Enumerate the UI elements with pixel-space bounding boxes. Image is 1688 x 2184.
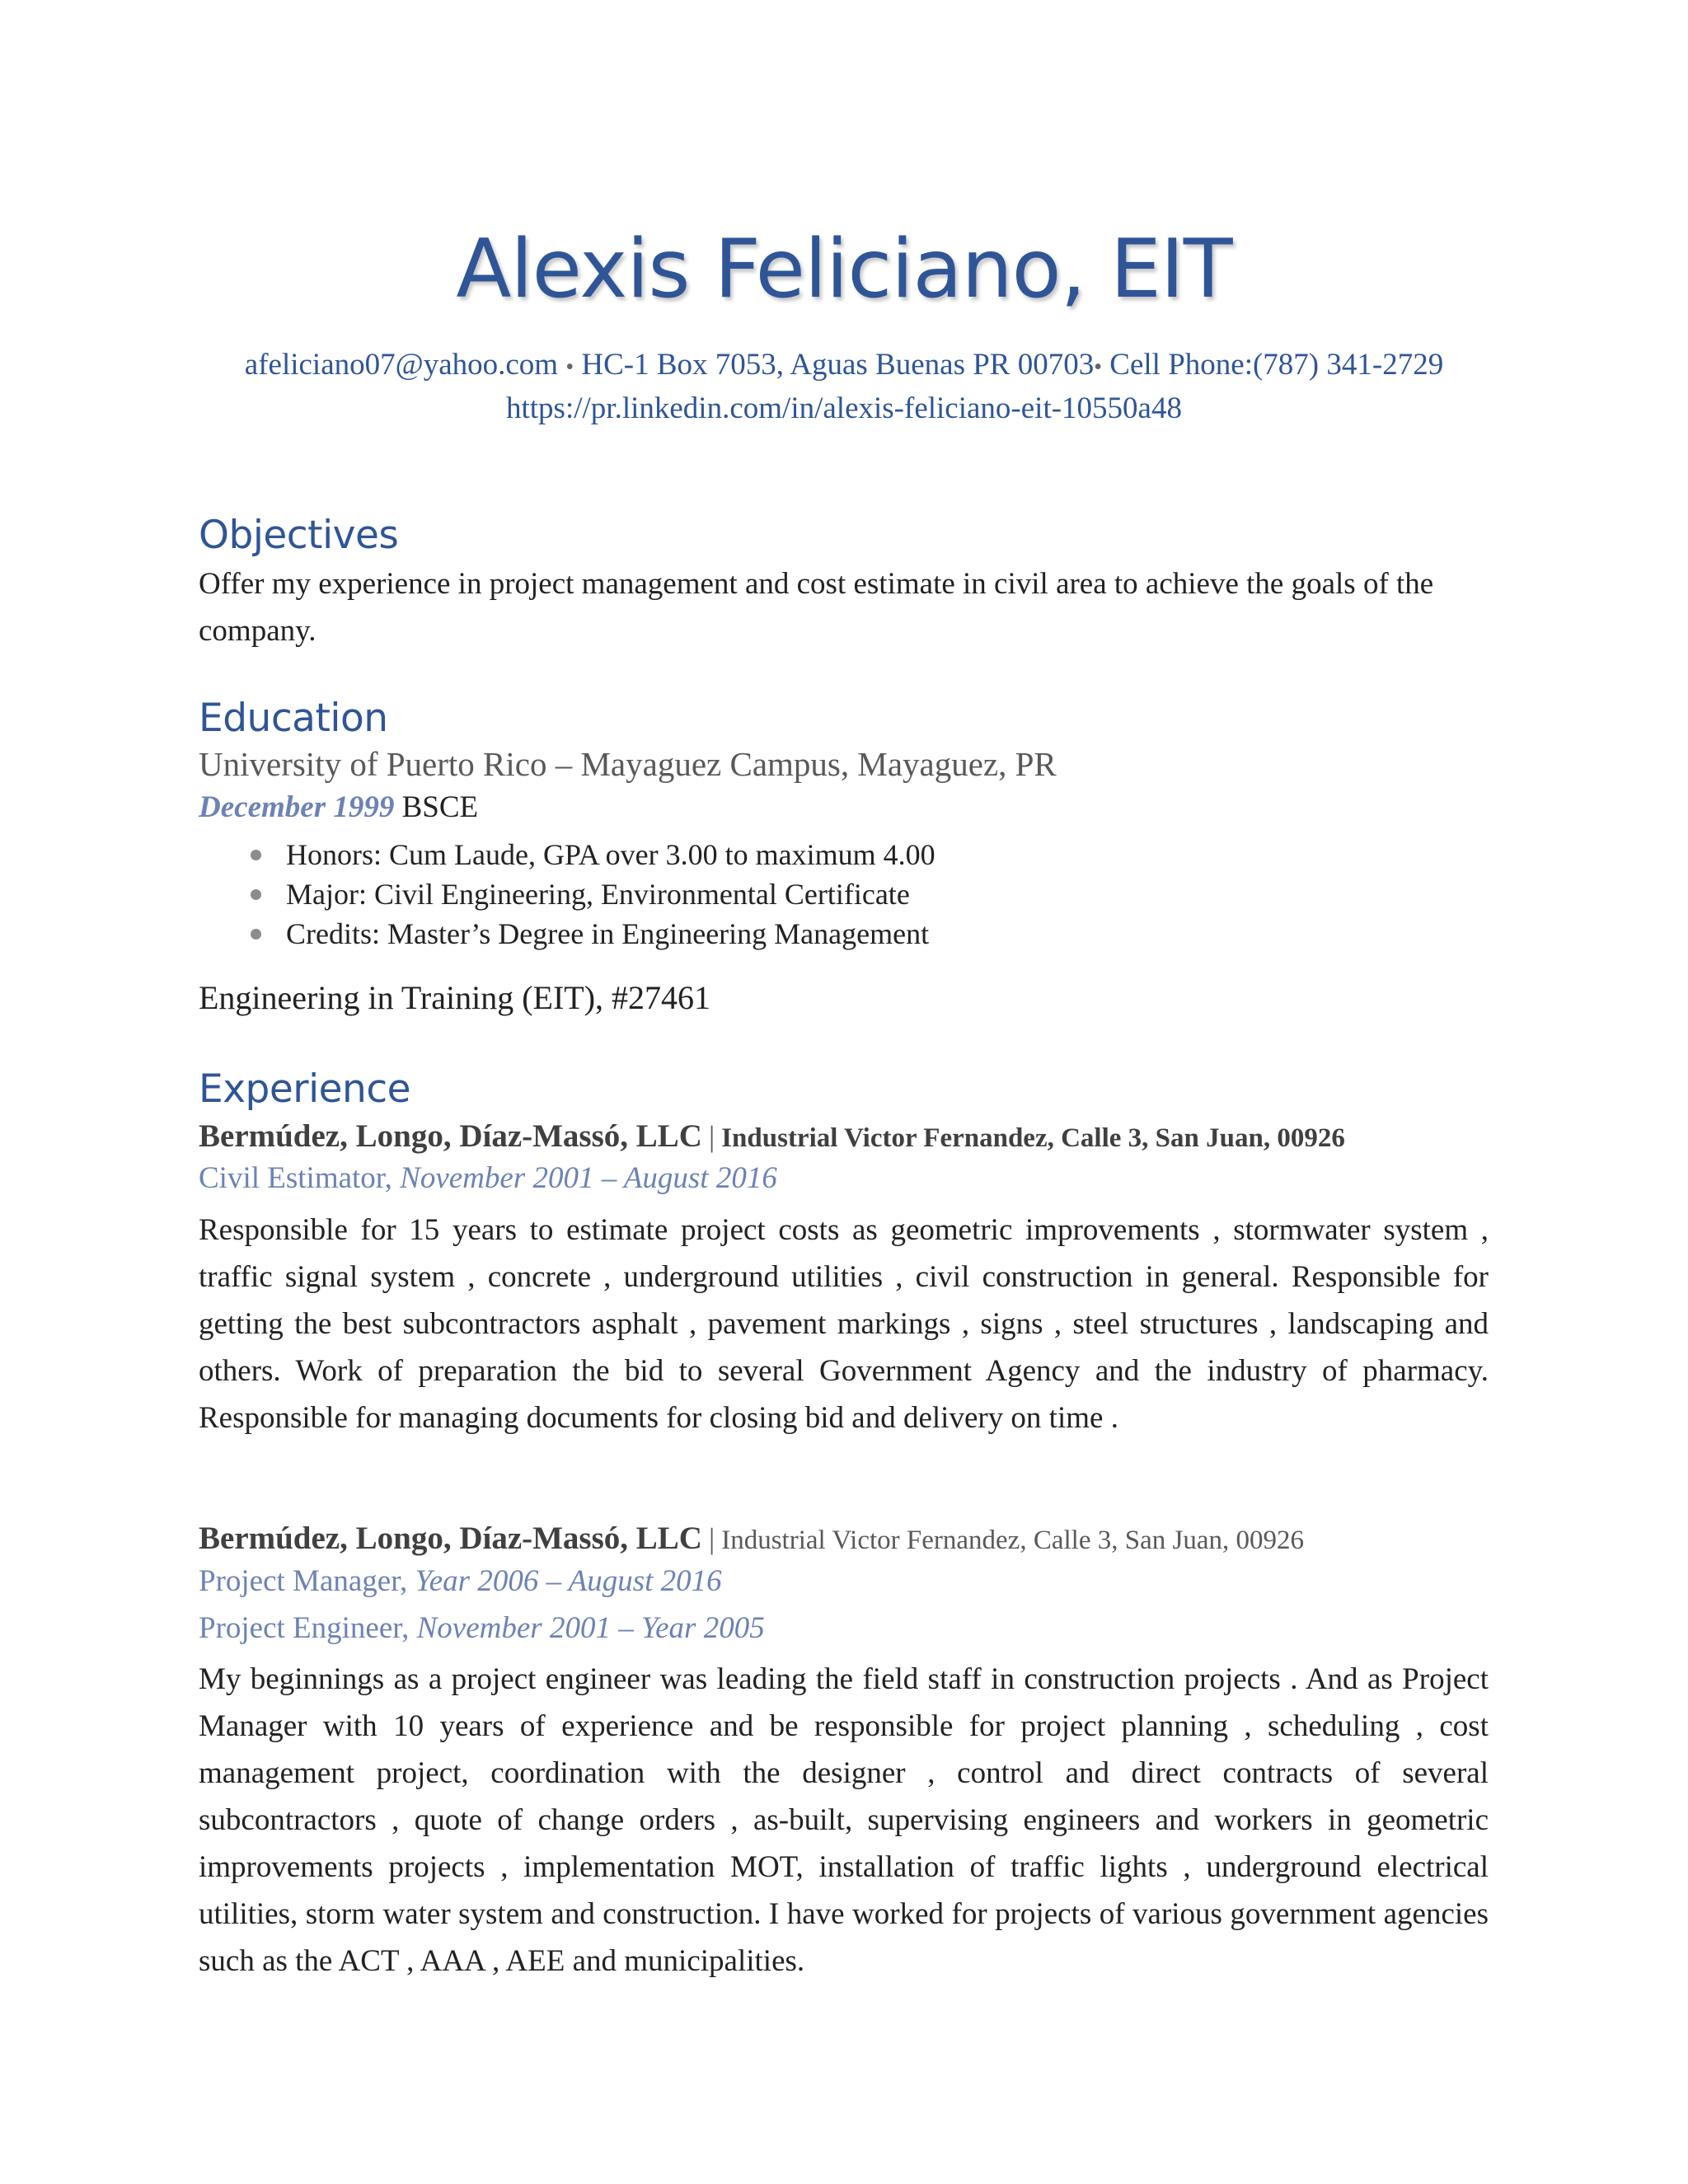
email-link[interactable]: afeliciano07@yahoo.com [244, 348, 559, 382]
eit-license: Engineering in Training (EIT), #27461 [199, 979, 711, 1016]
role-title: Project Manager, [199, 1564, 408, 1598]
experience-heading: Experience [199, 1066, 411, 1112]
company-name: Bermúdez, Longo, Díaz-Massó, LLC [199, 1521, 702, 1556]
bullet-separator: • [1094, 354, 1103, 380]
phone-number: Cell Phone:(787) 341-2729 [1109, 348, 1444, 382]
objectives-heading: Objectives [199, 513, 399, 558]
list-item: Honors: Cum Laude, GPA over 3.00 to maximum 4.00 [247, 835, 935, 874]
role-title: Civil Estimator, [199, 1161, 392, 1195]
job-header [199, 1520, 1304, 1557]
bullet-separator: • [565, 354, 574, 380]
contact-line [0, 344, 1688, 388]
education-heading: Education [199, 696, 388, 741]
objectives-text: Offer my experience in project management and cost estimate in civil area to achieve the goals of the company. [199, 567, 1434, 648]
job-description: My beginnings as a project engineer was leading the field staff in construction projects . And as Project Manager with 10 years of experience and be responsible for project planning , scheduling , cost management project, coordination with the designer , control and direct contracts of several subcontractors , quote of change orders , as-built, supervising engineers and workers in geometric improvements projects , implementation MOT, installation of traffic lights , underground electrical utilities, storm water system and construction. I have worked for projects of various government agencies such as the ACT , AAA , AEE and municipalities. [199, 1662, 1489, 1978]
school-name: University of Puerto Rico – Mayaguez Campus, Mayaguez, PR [199, 745, 1057, 783]
job-header [199, 1118, 1345, 1155]
bullet-icon [251, 850, 261, 860]
role-title: Project Engineer, [199, 1611, 410, 1645]
graduation-date: December 1999 [199, 790, 395, 824]
company-address: Industrial Victor Fernandez, Calle 3, San Juan, 00926 [721, 1526, 1304, 1555]
separator: | [708, 1120, 715, 1153]
degree: BSCE [401, 790, 479, 824]
job-role [199, 1610, 765, 1646]
company-address: Industrial Victor Fernandez, Calle 3, San Juan, 00926 [721, 1123, 1345, 1153]
degree-line [199, 790, 478, 825]
linkedin-link[interactable]: https://pr.linkedin.com/in/alexis-feliciano-eit-10550a48 [506, 391, 1182, 425]
list-item: Major: Civil Engineering, Environmental Certificate [247, 874, 935, 914]
job-role [199, 1563, 722, 1599]
bullet-icon [251, 929, 261, 940]
contact-block [0, 344, 1688, 429]
bullet-icon [251, 889, 261, 900]
role-period: November 2001 – Year 2005 [416, 1611, 765, 1645]
role-period: Year 2006 – August 2016 [415, 1564, 722, 1598]
job-description: Responsible for 15 years to estimate project costs as geometric improvements , stormwater system , traffic signal system , concrete , underground utilities , civil construction in general. Responsible for getting the best subcontractors asphalt , pavement markings , signs , steel structures , landscaping and others. Work of preparation the bid to several Government Agency and the industry of pharmacy. Responsible for managing documents for closing bid and delivery on time . [199, 1213, 1489, 1435]
role-period: November 2001 – August 2016 [400, 1161, 777, 1195]
job-role [199, 1160, 777, 1196]
postal-address: HC-1 Box 7053, Aguas Buenas PR 00703 [581, 348, 1095, 382]
list-item: Credits: Master’s Degree in Engineering Management [247, 914, 935, 954]
company-name: Bermúdez, Longo, Díaz-Massó, LLC [199, 1118, 702, 1154]
separator: | [708, 1522, 715, 1555]
resume-name: Alexis Feliciano, EIT [456, 223, 1232, 316]
education-details-list [247, 835, 935, 954]
